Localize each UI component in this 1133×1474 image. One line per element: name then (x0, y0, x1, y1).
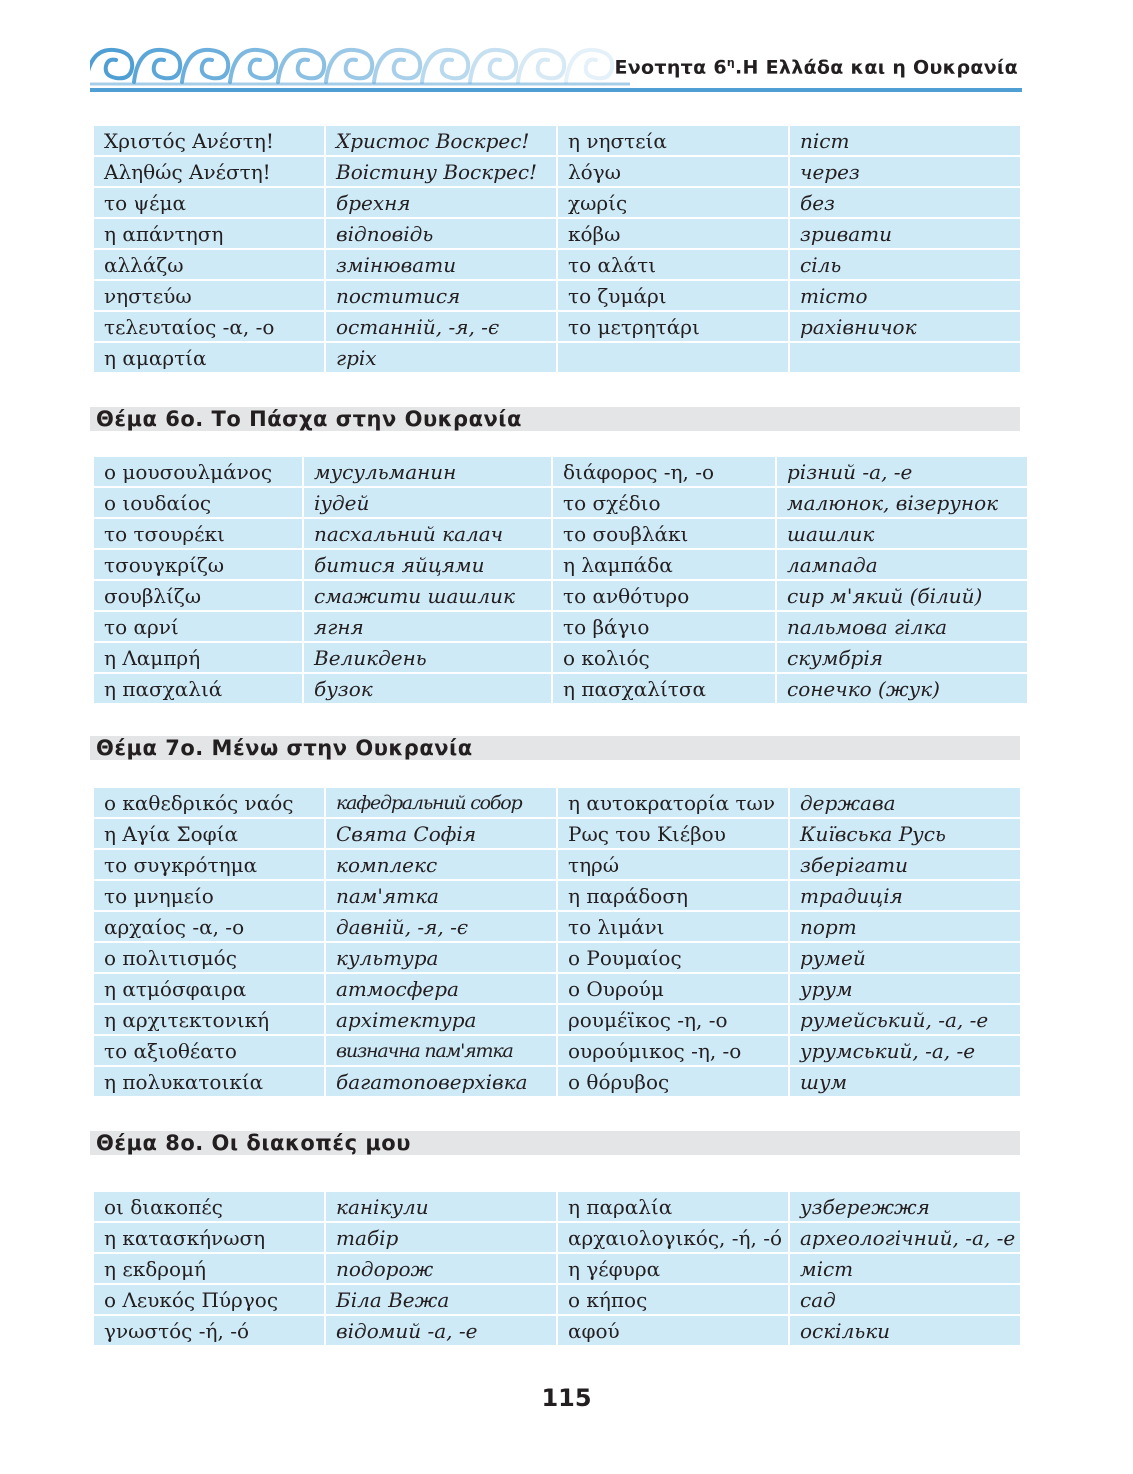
ukrainian-term: сад (790, 1285, 1020, 1314)
greek-term: ο πολιτισμός (94, 943, 324, 972)
ukrainian-term: табір (326, 1223, 556, 1252)
table-row (94, 674, 1027, 703)
ukrainian-term: шашлик (777, 519, 1027, 548)
vocab-table-3 (92, 786, 1022, 1098)
greek-term: ο κήπος (558, 1285, 788, 1314)
greek-term: ο Ρουμαίος (558, 943, 788, 972)
greek-term: η νηστεία (558, 126, 788, 155)
ukrainian-term: кафедральний собор (326, 788, 556, 817)
greek-term: το αρνί (94, 612, 302, 641)
ukrainian-term: архітектура (326, 1005, 556, 1034)
greek-term: ο Λευκός Πύργος (94, 1285, 324, 1314)
greek-term: ο Ουρούμ (558, 974, 788, 1003)
greek-term: η γέφυρα (558, 1254, 788, 1283)
greek-term: το αλάτι (558, 250, 788, 279)
greek-term: ο καθεδρικός ναός (94, 788, 324, 817)
ukrainian-term: скумбрія (777, 643, 1027, 672)
greek-term: η αρχιτεκτονική (94, 1005, 324, 1034)
chapter-title: Ενοτητα $6^\eta.H$ Ελλάδα και η Ουκρανία (614, 56, 1018, 79)
greek-term: ο κολιός (553, 643, 775, 672)
greek-term: Αληθώς Ανέστη! (94, 157, 324, 186)
ukrainian-term: канікули (326, 1192, 556, 1221)
ukrainian-term: зривати (790, 219, 1020, 248)
greek-term: διάφορος -η, -ο (553, 457, 775, 486)
ukrainian-term: іудей (304, 488, 551, 517)
ukrainian-term: гріх (326, 343, 556, 372)
greek-term: Χριστός Ανέστη! (94, 126, 324, 155)
ukrainian-term: подорож (326, 1254, 556, 1283)
table-row (94, 850, 1020, 879)
vocab-table-2 (92, 455, 1029, 705)
greek-term: αφού (558, 1316, 788, 1345)
ukrainian-term: лампада (777, 550, 1027, 579)
greek-term: οι διακοπές (94, 1192, 324, 1221)
greek-term: τηρώ (558, 850, 788, 879)
page-header (0, 0, 1133, 100)
table-row (94, 1316, 1020, 1345)
ukrainian-term: археологічний, -а, -е (790, 1223, 1020, 1252)
ukrainian-term: Воістину Воскрес! (326, 157, 556, 186)
greek-term: το ανθότυρο (553, 581, 775, 610)
section-title-7: Θέμα 7ο. Μένω στην Ουκρανία (90, 736, 1020, 760)
ukrainian-term: відомий -а, -е (326, 1316, 556, 1345)
greek-term: το βάγιο (553, 612, 775, 641)
ukrainian-term: пальмова гілка (777, 612, 1027, 641)
greek-term: το σουβλάκι (553, 519, 775, 548)
ukrainian-term: атмосфера (326, 974, 556, 1003)
greek-term: η εκδρομή (94, 1254, 324, 1283)
ukrainian-term: ягня (304, 612, 551, 641)
ukrainian-term: Великдень (304, 643, 551, 672)
greek-term: αρχαίος -α, -ο (94, 912, 324, 941)
ukrainian-term: сир м'який (білий) (777, 581, 1027, 610)
table-row (94, 974, 1020, 1003)
ukrainian-term: поститися (326, 281, 556, 310)
ukrainian-term: малюнок, візерунок (777, 488, 1027, 517)
ukrainian-term: румейський, -а, -е (790, 1005, 1020, 1034)
ukrainian-term: держава (790, 788, 1020, 817)
table-row (94, 1254, 1020, 1283)
greek-term: κόβω (558, 219, 788, 248)
ukrainian-term: сіль (790, 250, 1020, 279)
ukrainian-term (790, 343, 1020, 372)
greek-term: η πολυκατοικία (94, 1067, 324, 1096)
greek-term: η παράδοση (558, 881, 788, 910)
ukrainian-term: Христос Воскрес! (326, 126, 556, 155)
greek-term: τελευταίος -α, -ο (94, 312, 324, 341)
ukrainian-term: піст (790, 126, 1020, 155)
table-row (94, 1036, 1020, 1065)
ukrainian-term: культура (326, 943, 556, 972)
ukrainian-term: останній, -я, -є (326, 312, 556, 341)
greek-term: η απάντηση (94, 219, 324, 248)
table-row (94, 1192, 1020, 1221)
greek-term: η αυτοκρατορία των (558, 788, 788, 817)
ukrainian-term: Київська Русь (790, 819, 1020, 848)
ukrainian-term: мусульманин (304, 457, 551, 486)
greek-term: αρχαιολογικός, -ή, -ό (558, 1223, 788, 1252)
header-rule (90, 88, 1022, 92)
table-row (94, 519, 1027, 548)
greek-term: Ρως του Κιέβου (558, 819, 788, 848)
ukrainian-term: урум (790, 974, 1020, 1003)
ukrainian-term: румей (790, 943, 1020, 972)
greek-term: η λαμπάδα (553, 550, 775, 579)
table-row (94, 457, 1027, 486)
greek-term: ο θόρυβος (558, 1067, 788, 1096)
greek-term: λόγω (558, 157, 788, 186)
table-row (94, 643, 1027, 672)
greek-term: νηστεύω (94, 281, 324, 310)
ukrainian-term: зберігати (790, 850, 1020, 879)
ukrainian-term: Свята Софія (326, 819, 556, 848)
greek-term: γνωστός -ή, -ό (94, 1316, 324, 1345)
greek-term: ο ιουδαίος (94, 488, 302, 517)
greek-term: η παραλία (558, 1192, 788, 1221)
ukrainian-term: битися яйцями (304, 550, 551, 579)
greek-term: ρουμέϊκος -η, -ο (558, 1005, 788, 1034)
ukrainian-term: урумський, -а, -е (790, 1036, 1020, 1065)
vocab-table-1 (92, 124, 1022, 374)
greek-term: η ατμόσφαιρα (94, 974, 324, 1003)
ukrainian-term: давній, -я, -є (326, 912, 556, 941)
ukrainian-term: міст (790, 1254, 1020, 1283)
ukrainian-term: Біла Вежа (326, 1285, 556, 1314)
ukrainian-term: відповідь (326, 219, 556, 248)
table-row (94, 943, 1020, 972)
greek-term: η Λαμπρή (94, 643, 302, 672)
greek-wave-ornament (90, 44, 630, 88)
ukrainian-term: шум (790, 1067, 1020, 1096)
greek-term: η αμαρτία (94, 343, 324, 372)
greek-term: η πασχαλιά (94, 674, 302, 703)
greek-term: αλλάζω (94, 250, 324, 279)
ukrainian-term: тісто (790, 281, 1020, 310)
table-row (94, 250, 1020, 279)
greek-term: το ψέμα (94, 188, 324, 217)
table-row (94, 581, 1027, 610)
table-row (94, 788, 1020, 817)
ukrainian-term: брехня (326, 188, 556, 217)
greek-term: χωρίς (558, 188, 788, 217)
ukrainian-term: рахівничок (790, 312, 1020, 341)
table-row (94, 819, 1020, 848)
greek-term: το ζυμάρι (558, 281, 788, 310)
ukrainian-term: смажити шашлик (304, 581, 551, 610)
greek-term: το μνημείο (94, 881, 324, 910)
section-title-6: Θέμα 6ο. Το Πάσχα στην Ουκρανία (90, 407, 1020, 431)
vocab-table-4 (92, 1190, 1022, 1347)
table-row (94, 312, 1020, 341)
ukrainian-term: порт (790, 912, 1020, 941)
table-row (94, 1067, 1020, 1096)
table-row (94, 157, 1020, 186)
greek-term: ουρούμικος -η, -ο (558, 1036, 788, 1065)
table-row (94, 488, 1027, 517)
greek-term: το αξιοθέατο (94, 1036, 324, 1065)
ukrainian-term: без (790, 188, 1020, 217)
ukrainian-term: пам'ятка (326, 881, 556, 910)
greek-term: το μετρητάρι (558, 312, 788, 341)
ukrainian-term: сонечко (жук) (777, 674, 1027, 703)
ukrainian-term: через (790, 157, 1020, 186)
ukrainian-term: багатоповерхівка (326, 1067, 556, 1096)
ukrainian-term: бузок (304, 674, 551, 703)
greek-term: τσουγκρίζω (94, 550, 302, 579)
ukrainian-term: комплекс (326, 850, 556, 879)
greek-term: το τσουρέκι (94, 519, 302, 548)
page-number: 115 (541, 1384, 592, 1412)
table-row (94, 219, 1020, 248)
section-title-8: Θέμα 8ο. Οι διακοπές μου (90, 1131, 1020, 1155)
ukrainian-term: узбережжя (790, 1192, 1020, 1221)
table-row (94, 188, 1020, 217)
ukrainian-term: оскільки (790, 1316, 1020, 1345)
greek-term: το συγκρότημα (94, 850, 324, 879)
table-row (94, 550, 1027, 579)
greek-term: το λιμάνι (558, 912, 788, 941)
greek-term: η κατασκήνωση (94, 1223, 324, 1252)
ukrainian-term: пасхальний калач (304, 519, 551, 548)
greek-term (558, 343, 788, 372)
greek-term: η Αγία Σοφία (94, 819, 324, 848)
greek-term: η πασχαλίτσα (553, 674, 775, 703)
table-row (94, 1285, 1020, 1314)
greek-term: ο μουσουλμάνος (94, 457, 302, 486)
table-row (94, 1005, 1020, 1034)
greek-term: το σχέδιο (553, 488, 775, 517)
ukrainian-term: визначна пам'ятка (326, 1036, 556, 1065)
table-row (94, 281, 1020, 310)
greek-term: σουβλίζω (94, 581, 302, 610)
table-row (94, 912, 1020, 941)
table-row (94, 881, 1020, 910)
ukrainian-term: різний -а, -е (777, 457, 1027, 486)
table-row (94, 612, 1027, 641)
table-row (94, 1223, 1020, 1252)
table-row (94, 343, 1020, 372)
ukrainian-term: традиція (790, 881, 1020, 910)
ukrainian-term: змінювати (326, 250, 556, 279)
table-row (94, 126, 1020, 155)
